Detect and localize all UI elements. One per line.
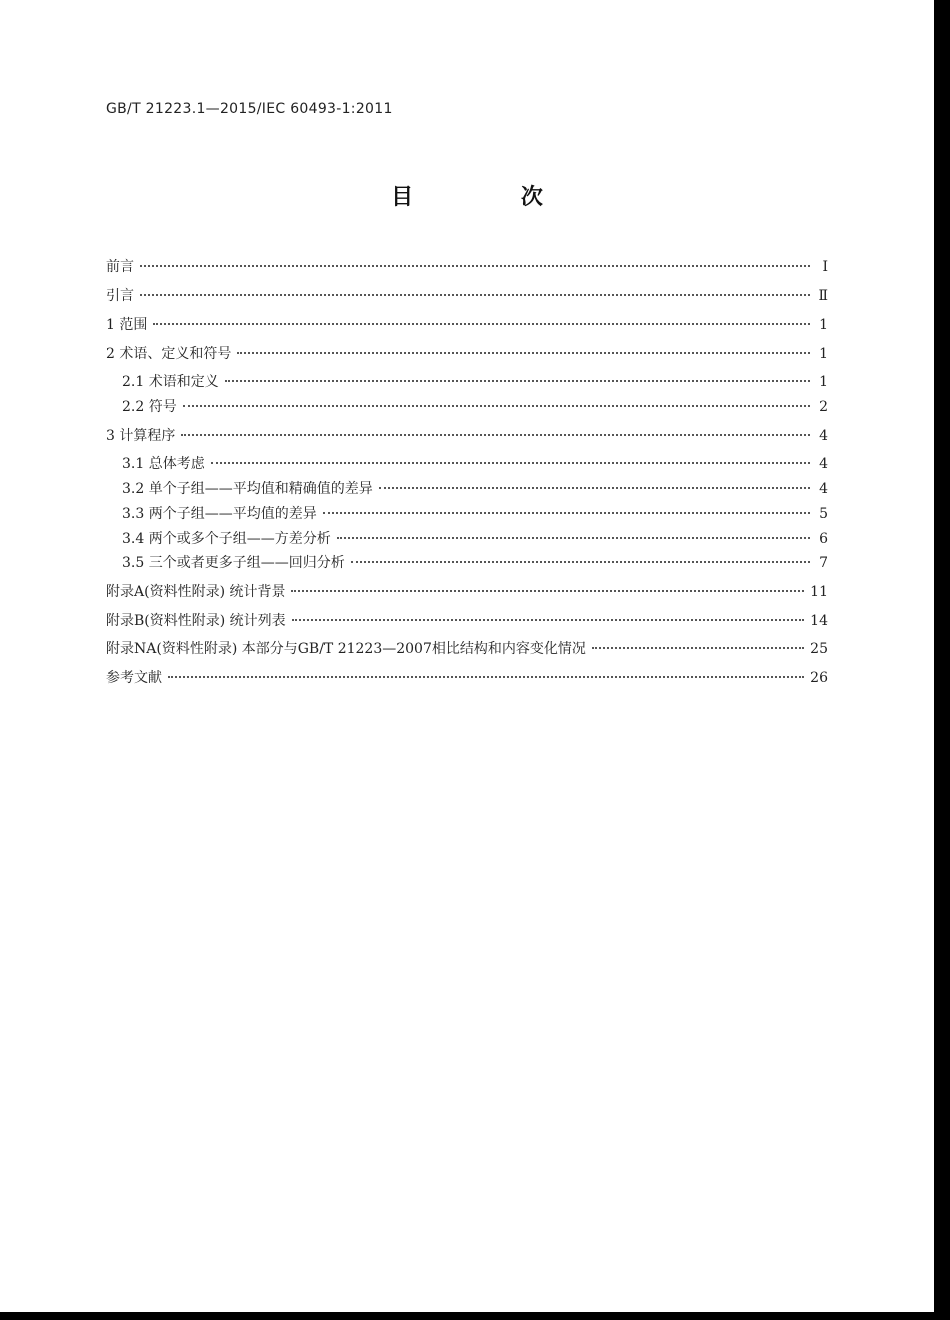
toc-entry-label: 3.4 两个或多个子组——方差分析 <box>122 531 331 547</box>
toc-entry-page: 4 <box>819 456 828 472</box>
dot-leader <box>237 352 810 354</box>
toc-entry-page: 26 <box>810 670 828 686</box>
toc-entry-label: 3.1 总体考虑 <box>122 456 205 472</box>
dot-leader <box>351 561 810 563</box>
toc-entry-2-1[interactable] <box>122 373 828 391</box>
dot-leader <box>140 265 810 267</box>
toc-entry-label: 附录A(资料性附录) 统计背景 <box>106 584 286 600</box>
dot-leader <box>292 619 805 621</box>
toc-entry-label: 2 术语、定义和符号 <box>106 346 232 362</box>
dot-leader <box>153 323 810 325</box>
toc-entry-3-3[interactable] <box>122 505 828 523</box>
toc-entry-3-1[interactable] <box>122 455 828 473</box>
dot-leader <box>225 380 810 382</box>
toc-entry-foreword[interactable] <box>106 258 828 276</box>
toc-entry-introduction[interactable] <box>106 287 828 305</box>
toc-entry-3[interactable] <box>106 427 828 445</box>
dot-leader <box>168 676 804 678</box>
toc-entry-page: 7 <box>819 555 828 571</box>
toc-entry-3-2[interactable] <box>122 480 828 498</box>
toc-entry-page: 4 <box>819 428 828 444</box>
standard-code-header: GB/T 21223.1—2015/IEC 60493-1:2011 <box>106 101 393 117</box>
toc-entry-references[interactable] <box>106 669 828 687</box>
toc-entry-page: Ⅱ <box>818 288 828 304</box>
toc-entry-3-4[interactable] <box>122 530 828 548</box>
dot-leader <box>323 512 810 514</box>
toc-entry-annex-b[interactable] <box>106 612 828 630</box>
dot-leader <box>140 294 810 296</box>
toc-entry-annex-a[interactable] <box>106 583 828 601</box>
toc-entry-label: 3.3 两个子组——平均值的差异 <box>122 506 317 522</box>
toc-entry-page: 1 <box>819 374 828 390</box>
toc-entry-page: 14 <box>810 613 828 629</box>
toc-entry-annex-na[interactable] <box>106 640 828 658</box>
toc-entry-label: 3.5 三个或者更多子组——回归分析 <box>122 555 345 571</box>
dot-leader <box>379 487 810 489</box>
dot-leader <box>211 462 810 464</box>
toc-entry-label: 2.2 符号 <box>122 399 177 415</box>
toc-entry-label: 参考文献 <box>106 670 162 686</box>
toc-entry-2-2[interactable] <box>122 398 828 416</box>
dot-leader <box>291 590 804 592</box>
toc-entry-1[interactable] <box>106 316 828 334</box>
toc-entry-page: 1 <box>819 317 828 333</box>
toc-title: 目 次 <box>391 185 593 210</box>
toc-entry-label: 附录B(资料性附录) 统计列表 <box>106 613 286 629</box>
toc-entry-page: 25 <box>810 641 828 657</box>
toc-entry-label: 引言 <box>106 288 134 304</box>
toc-entry-label: 2.1 术语和定义 <box>122 374 219 390</box>
toc-entry-page: 4 <box>819 481 828 497</box>
toc-entry-3-5[interactable] <box>122 554 828 572</box>
toc-entry-page: 11 <box>810 584 828 600</box>
toc-entry-label: 附录NA(资料性附录) 本部分与GB/T 21223—2007相比结构和内容变化情况 <box>106 641 586 657</box>
toc-entry-label: 3 计算程序 <box>106 428 176 444</box>
toc-entry-page: Ⅰ <box>822 259 828 275</box>
toc-entry-page: 5 <box>819 506 828 522</box>
toc-entry-page: 6 <box>819 531 828 547</box>
toc-entry-label: 1 范围 <box>106 317 148 333</box>
toc-entry-2[interactable] <box>106 345 828 363</box>
toc-entry-label: 3.2 单个子组——平均值和精确值的差异 <box>122 481 373 497</box>
toc-entry-page: 1 <box>819 346 828 362</box>
dot-leader <box>592 647 804 649</box>
dot-leader <box>337 537 810 539</box>
toc-entry-page: 2 <box>819 399 828 415</box>
toc-entry-label: 前言 <box>106 259 134 275</box>
dot-leader <box>181 434 810 436</box>
dot-leader <box>183 405 810 407</box>
